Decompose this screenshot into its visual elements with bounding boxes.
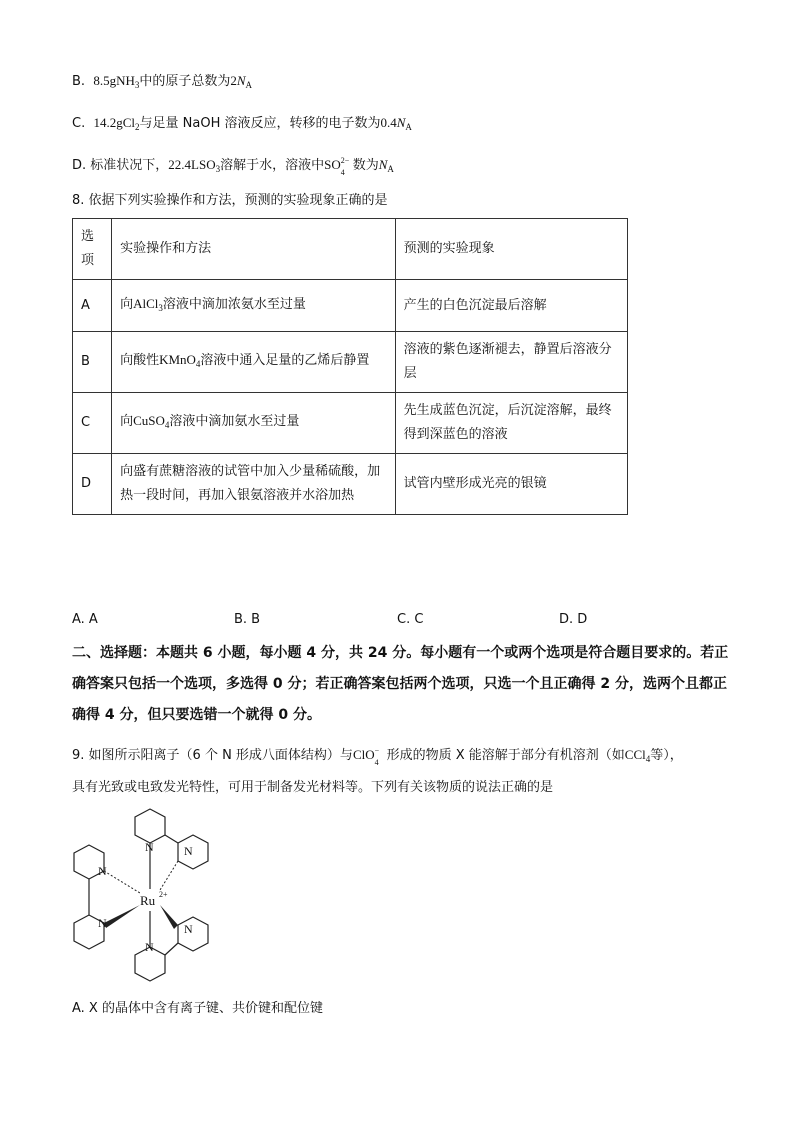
- row-option: C: [73, 393, 112, 454]
- table-row: [73, 393, 628, 454]
- q7-option-b: [72, 72, 252, 94]
- subscript: 2: [135, 122, 140, 132]
- avogadro-symbol: N: [378, 157, 388, 172]
- avogadro-symbol: N: [236, 73, 246, 88]
- charge: 2−: [340, 156, 350, 165]
- subscript: 3: [134, 80, 140, 90]
- q9-option-a: A. X 的晶体中含有离子键、共价键和配位键: [72, 1001, 323, 1016]
- charge: −: [374, 746, 380, 755]
- subscript: 4: [645, 754, 651, 764]
- row-operation: [112, 332, 396, 393]
- subscript: 4: [195, 359, 201, 369]
- q8-stem: 8. 依据下列实验操作和方法，预测的实验现象正确的是: [72, 193, 388, 208]
- choice-b: B. B: [234, 612, 261, 627]
- hashed-bond: [160, 861, 178, 890]
- formula-text: CuSO: [133, 413, 165, 428]
- nitrogen-label: N: [184, 844, 193, 858]
- option-letter: C.: [72, 116, 86, 131]
- row-phenomenon: 先生成蓝色沉淀，后沉淀溶解，最终得到深蓝色的溶液: [395, 393, 627, 454]
- nitrogen-label: N: [98, 864, 107, 878]
- header-option: 选项: [73, 219, 112, 280]
- text: 等），: [650, 748, 683, 763]
- choice-d: D. D: [559, 612, 588, 627]
- subscript: A: [405, 122, 412, 132]
- header-operation: 实验操作和方法: [112, 219, 396, 280]
- experiment-table: [72, 218, 628, 515]
- wedge-bond: [104, 905, 140, 928]
- bond: [165, 943, 178, 955]
- subscript: 3: [158, 302, 163, 313]
- hashed-bonds: [104, 861, 178, 893]
- subscript: 3: [215, 164, 221, 174]
- number: 2: [230, 73, 237, 88]
- formula-text: ClO: [352, 747, 375, 762]
- pyridine-ring: [135, 809, 165, 843]
- formula-text: CCl: [624, 747, 646, 762]
- choice-c: C. C: [397, 612, 424, 627]
- table-row: [73, 454, 628, 515]
- option-text: 中的原子总数为: [139, 74, 231, 89]
- ion-charge-index: [374, 746, 387, 767]
- row-option: D: [73, 454, 112, 515]
- row-operation: 向盛有蔗糖溶液的试管中加入少量稀硫酸，加热一段时间，再加入银氨溶液并水浴加热: [112, 454, 396, 515]
- row-operation: [112, 393, 396, 454]
- section-two-instructions: 二、选择题：本题共 6 小题，每小题 4 分，共 24 分。每小题有一个或两个选项是符合题目要求的。若正确答案只包括一个选项，多选得 0 分；若正确答案包括两个选项，只选一个且正确得 2 分，选两个且都正确得 4 分，但只要选错一个就得 0 分。: [72, 645, 729, 723]
- nitrogen-label: N: [145, 840, 154, 854]
- text: 向: [120, 414, 134, 429]
- nitrogen-label: N: [145, 940, 154, 954]
- row-option: B: [73, 332, 112, 393]
- text: 向: [120, 296, 134, 312]
- subscript: 4: [374, 758, 379, 767]
- table-header-row: [73, 219, 628, 280]
- ion-charge-index: [340, 156, 353, 177]
- formula-text: KMnO: [159, 352, 196, 367]
- q9-stem-line2: 具有光致或电致发光特性，可用于制备发光材料等。下列有关该物质的说法正确的是: [72, 780, 554, 795]
- header-phenomenon: 预测的实验现象: [395, 219, 627, 280]
- ruthenium-label: Ru: [140, 893, 156, 908]
- text: 溶液中通入足量的乙烯后静置: [200, 353, 370, 368]
- option-text: 数为: [352, 158, 379, 173]
- table-row: [73, 332, 628, 393]
- row-operation: [112, 280, 396, 332]
- bond: [165, 835, 178, 843]
- text: 向酸性: [120, 353, 160, 368]
- ruthenium-bipyridine-complex-figure: [60, 805, 250, 985]
- hashed-bond: [104, 871, 140, 893]
- wedge-bonds: [104, 905, 178, 929]
- nitrogen-label: N: [184, 922, 193, 936]
- row-phenomenon: 溶液的紫色逐渐褪去，静置后溶液分层: [395, 332, 627, 393]
- formula-text: SO: [324, 157, 341, 172]
- pyridine-ring: [178, 917, 208, 951]
- avogadro-symbol: N: [396, 115, 406, 130]
- pyridine-ring: [178, 835, 208, 869]
- q7-option-c: [72, 114, 412, 136]
- subscript: A: [245, 80, 253, 90]
- text: 形成的物质 X 能溶解于部分有机溶剂（如: [386, 748, 625, 763]
- option-letter: B.: [72, 74, 86, 89]
- subscript: 4: [164, 420, 170, 430]
- row-phenomenon: 产生的白色沉淀最后溶解: [395, 280, 627, 332]
- formula-text: 22.4LSO: [168, 157, 216, 172]
- q9-stem-line1: [72, 746, 683, 768]
- formula-text: 14.2gCl: [93, 115, 136, 130]
- choice-a: A. A: [72, 612, 98, 627]
- nitrogen-label: N: [98, 916, 107, 930]
- q7-option-d: [72, 156, 394, 178]
- formula-text: 8.5gNH: [93, 73, 135, 88]
- atom-labels: [98, 840, 193, 954]
- option-text: D. 标准状况下，: [72, 158, 169, 173]
- charge-label: 2+: [159, 890, 168, 899]
- text: 9. 如图所示阳离子（6 个 N 形成八面体结构）与: [72, 748, 353, 763]
- text: 溶液中滴加氨水至过量: [169, 414, 300, 429]
- text: 溶液中滴加浓氨水至过量: [162, 296, 306, 312]
- option-text: 溶解于水，溶液中: [220, 158, 325, 173]
- number: 0.4: [380, 115, 397, 130]
- row-phenomenon: 试管内壁形成光亮的银镜: [395, 454, 627, 515]
- subscript: 4: [340, 168, 345, 177]
- subscript: A: [387, 164, 394, 174]
- row-option: A: [73, 280, 112, 332]
- wedge-bond: [160, 905, 178, 929]
- formula-text: AlCl: [133, 295, 159, 311]
- option-text: 与足量 NaOH 溶液反应，转移的电子数为: [139, 116, 381, 131]
- table-row: [73, 280, 628, 332]
